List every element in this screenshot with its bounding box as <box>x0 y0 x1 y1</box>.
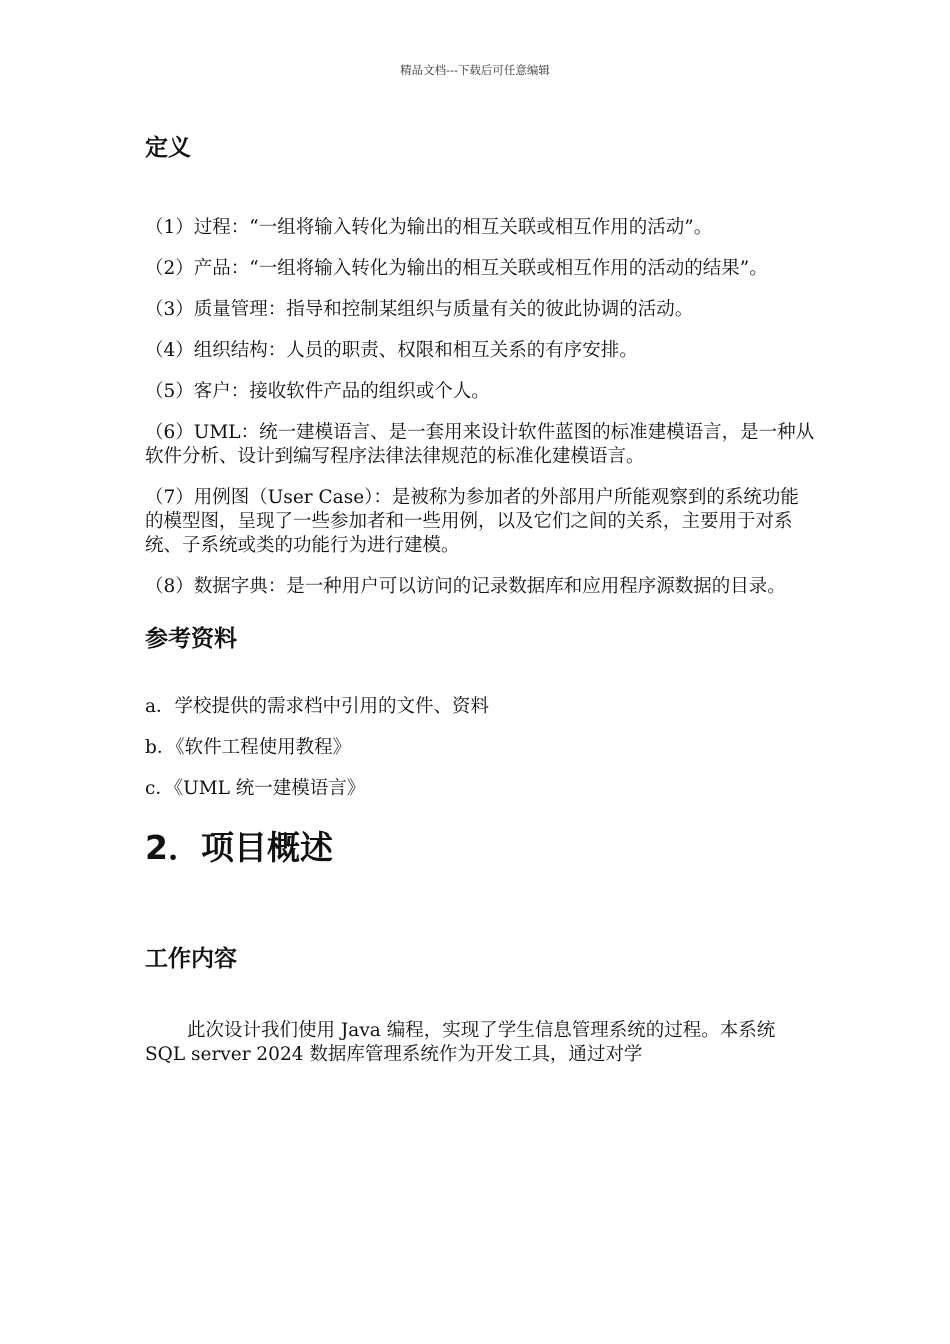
page-header: 精品文档---下载后可任意编辑 <box>400 63 550 77</box>
definition-item-3: （3）质量管理：指导和控制某组织与质量有关的彼此协调的活动。 <box>145 299 694 320</box>
definition-item-1: （1）过程：“一组将输入转化为输出的相互关联或相互作用的活动”。 <box>145 217 713 238</box>
definition-item-5: （5）客户：接收软件产品的组织或个人。 <box>145 381 490 402</box>
work-content-heading: 工作内容 <box>145 946 237 972</box>
definitions-heading: 定义 <box>145 135 191 161</box>
references-heading: 参考资料 <box>145 626 237 652</box>
document-body <box>145 128 815 1067</box>
definition-item-8: （8）数据字典：是一种用户可以访问的记录数据库和应用程序源数据的目录。 <box>145 576 786 597</box>
reference-item-a: a．学校提供的需求档中引用的文件、资料 <box>145 696 490 717</box>
definition-item-6: （6）UML：统一建模语言、是一套用来设计软件蓝图的标准建模语言，是一种从软件分析、设计到编写程序法律法律规范的标准化建模语言。 <box>145 422 815 467</box>
definition-item-2: （2）产品：“一组将输入转化为输出的相互关联或相互作用的活动的结果”。 <box>145 258 768 279</box>
work-content-paragraph: 此次设计我们使用 Java 编程，实现了学生信息管理系统的过程。本系统 SQL server 2024 数据库管理系统作为开发工具，通过对学 <box>145 1020 776 1065</box>
definition-item-4: （4）组织结构：人员的职责、权限和相互关系的有序安排。 <box>145 340 638 361</box>
reference-item-c: c．《UML 统一建模语言》 <box>145 778 366 799</box>
section-2-heading: 2．项目概述 <box>145 828 333 867</box>
reference-item-b: b．《软件工程使用教程》 <box>145 737 352 758</box>
definition-item-7: （7）用例图（User Case）：是被称为参加者的外部用户所能观察到的系统功能的模型图，呈现了一些参加者和一些用例，以及它们之间的关系，主要用于对系统、子系统或类的功能行为进行建模。 <box>145 487 799 556</box>
